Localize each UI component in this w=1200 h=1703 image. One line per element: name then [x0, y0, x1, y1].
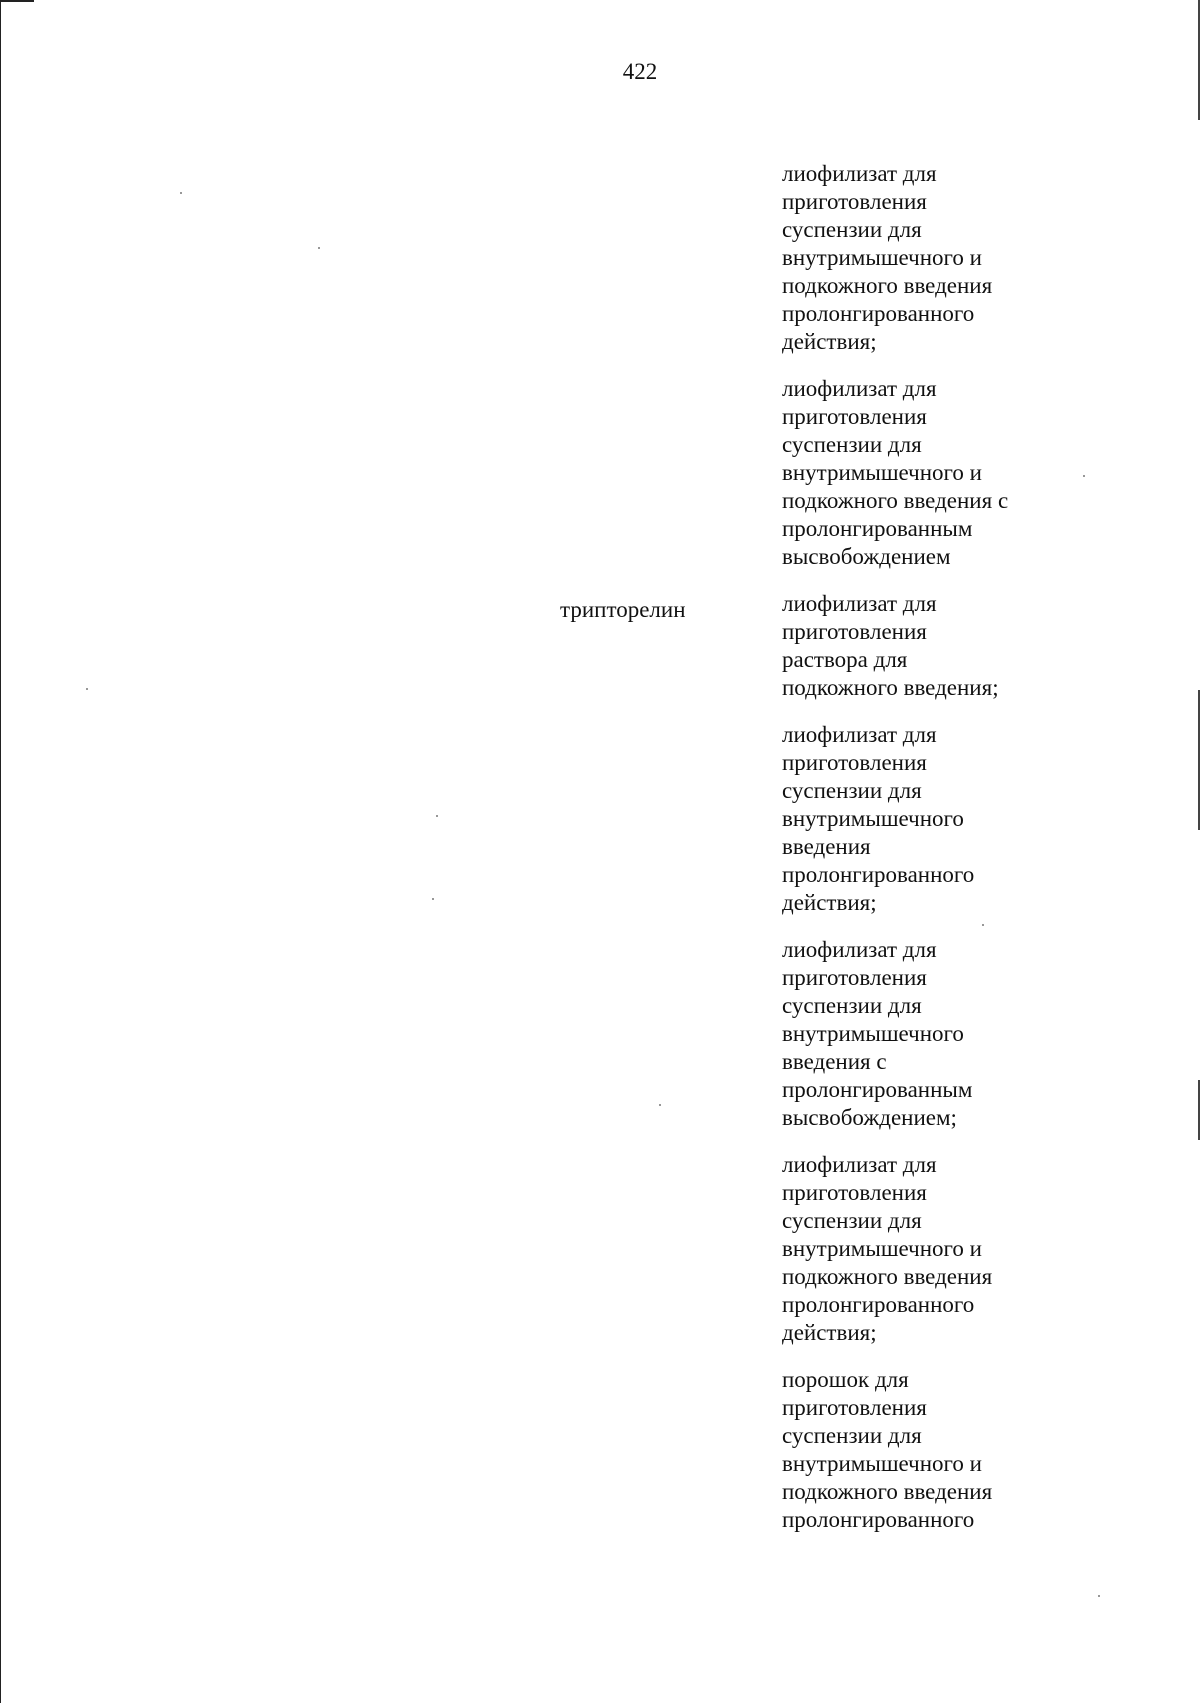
- dosage-form-entry: лиофилизат для приготовления суспензии для внутримышечного введения с пролонгированным высвобождением;: [782, 937, 973, 1130]
- dosage-form-entry: лиофилизат для приготовления суспензии для внутримышечного и подкожного введения с пролонгированным высвобождением: [782, 376, 1009, 569]
- scan-speck: [659, 1104, 661, 1106]
- drug-name: трипторелин: [560, 597, 686, 622]
- dosage-forms-column: [782, 160, 1102, 1553]
- dosage-form-entry: лиофилизат для приготовления суспензии для внутримышечного и подкожного введения пролонгированного действия;: [782, 161, 993, 354]
- dosage-form-entry: лиофилизат для приготовления суспензии для внутримышечного введения пролонгированного действия;: [782, 722, 975, 915]
- scan-speck: [436, 815, 438, 817]
- scan-edge-left: [0, 0, 1, 1703]
- dosage-form-entry: порошок для приготовления суспензии для внутримышечного и подкожного введения пролонгированного: [782, 1367, 993, 1532]
- page-number: 422: [622, 59, 658, 84]
- scan-edge-top: [0, 0, 34, 2]
- scan-speck: [432, 898, 434, 900]
- scan-speck: [180, 192, 182, 194]
- scan-speck: [318, 247, 320, 249]
- dosage-form-entry: лиофилизат для приготовления суспензии для внутримышечного и подкожного введения пролонгированного действия;: [782, 1152, 993, 1345]
- scan-speck: [86, 688, 88, 690]
- scan-speck: [1098, 1595, 1100, 1597]
- scan-speck: [1083, 475, 1085, 477]
- scan-speck: [982, 924, 984, 926]
- dosage-form-entry: лиофилизат для приготовления раствора для подкожного введения;: [782, 591, 999, 700]
